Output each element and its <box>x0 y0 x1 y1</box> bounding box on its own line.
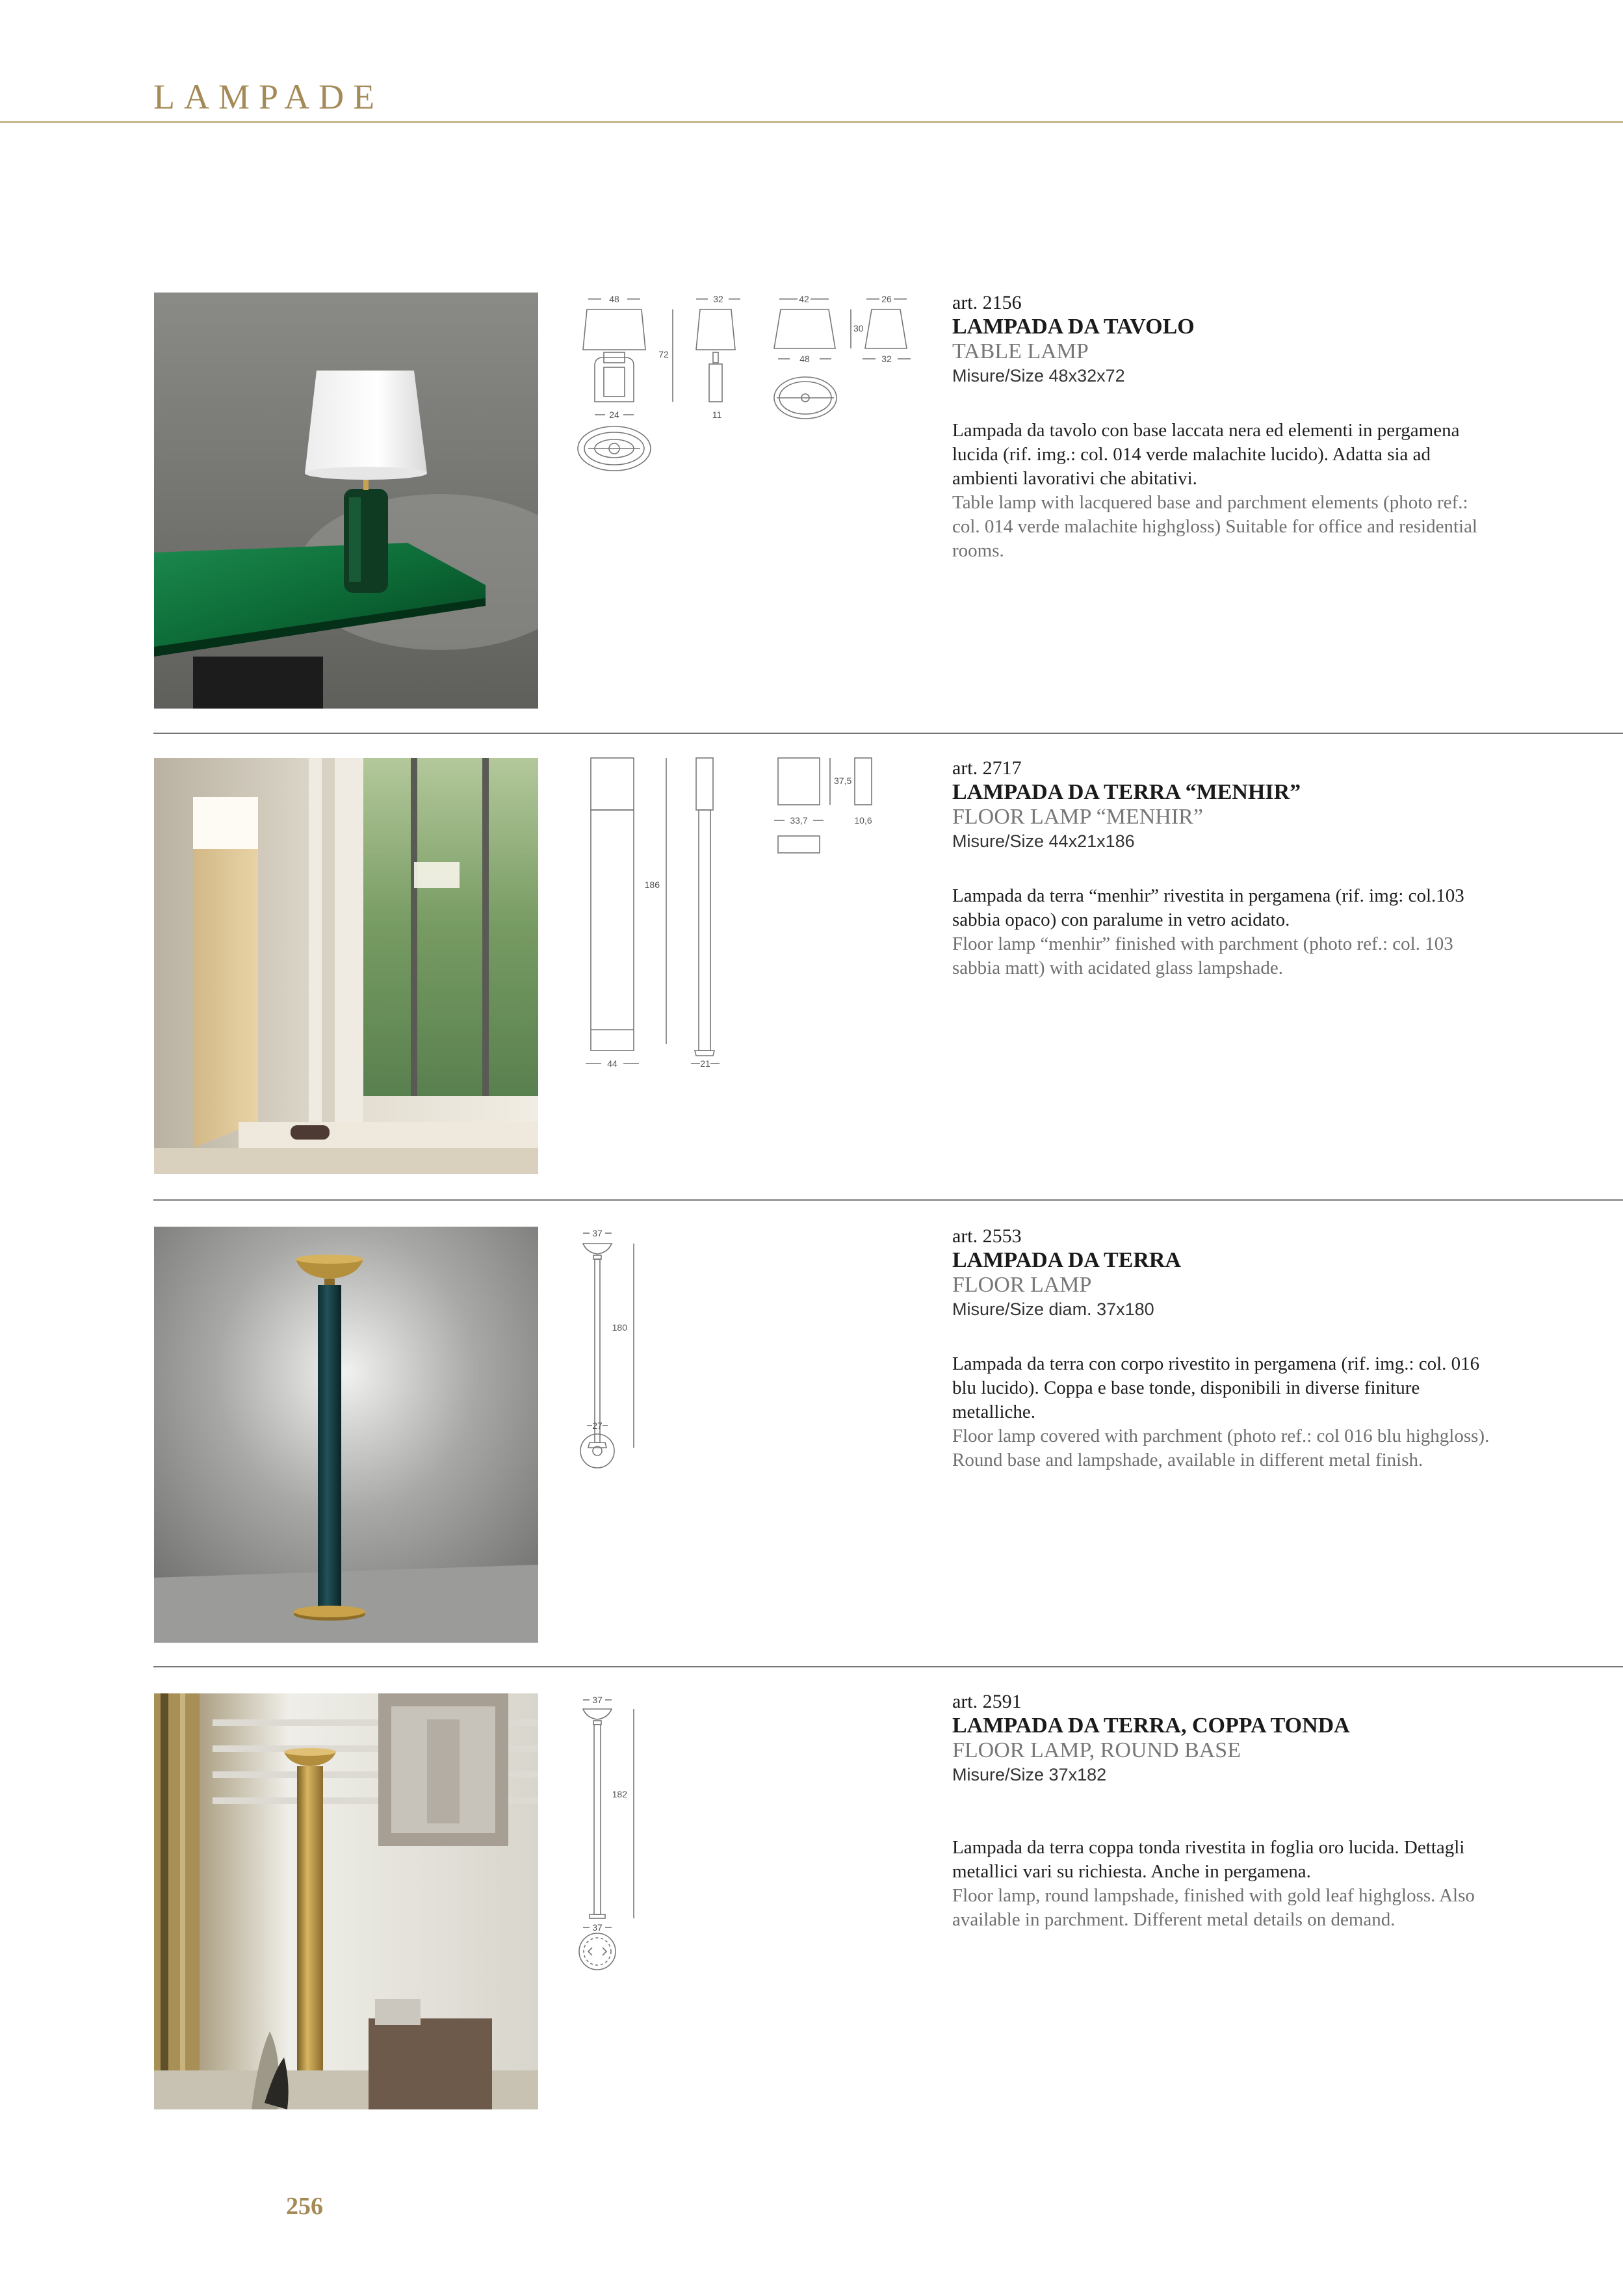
dim-label: 21 <box>700 1058 710 1069</box>
dim-label: 182 <box>612 1789 627 1799</box>
product-name-en: TABLE LAMP <box>952 339 1089 363</box>
dim-label: 186 <box>644 880 660 890</box>
product-name-en: FLOOR LAMP <box>952 1273 1092 1297</box>
product-name-it: LAMPADA DA TAVOLO <box>952 315 1195 339</box>
description-it: Lampada da terra coppa tonda rivestita in foglia oro lucida. Dettagli metallici vari su richiesta. Anche in pergamena. <box>952 1837 1465 1882</box>
product-name-en: FLOOR LAMP “MENHIR” <box>952 805 1203 829</box>
product-photo-menhir-floor-lamp <box>154 758 538 1174</box>
technical-drawing-table-lamp <box>575 293 939 709</box>
product-name-en: FLOOR LAMP, ROUND BASE <box>952 1738 1241 1762</box>
product-photo-floor-lamp <box>154 1227 538 1643</box>
article-number: art. 2717 <box>952 757 1022 779</box>
product-size: Misure/Size diam. 37x180 <box>952 1299 1154 1319</box>
description-en: Table lamp with lacquered base and parchment elements (photo ref.: col. 014 verde malachite highgloss) Suitable for office and residential rooms. <box>952 492 1477 561</box>
product-photo-table-lamp <box>154 293 538 709</box>
description-en: Floor lamp “menhir” finished with parchment (photo ref.: col. 103 sabbia matt) with acidated glass lampshade. <box>952 933 1453 978</box>
section-divider <box>153 733 1623 734</box>
product-info-2591 <box>952 1690 1492 1932</box>
product-info-2553 <box>952 1225 1492 1472</box>
description-it: Lampada da terra con corpo rivestito in pergamena (rif. img.: col. 016 blu lucido). Coppa e base tonde, disponibili in diverse finiture metalliche. <box>952 1353 1480 1422</box>
product-info-2156 <box>952 291 1492 563</box>
header-rule <box>0 121 1623 123</box>
dim-label: 37 <box>592 1228 603 1238</box>
dim-label: 48 <box>609 294 619 304</box>
product-name-it: LAMPADA DA TERRA <box>952 1248 1181 1272</box>
dim-label: 33,7 <box>790 815 808 826</box>
dim-label: 27 <box>592 1420 603 1431</box>
description-en: Floor lamp covered with parchment (photo ref.: col 016 blu highgloss). Round base and lampshade, available in different metal finish. <box>952 1426 1490 1470</box>
dim-label: 180 <box>612 1322 627 1333</box>
article-number: art. 2156 <box>952 292 1022 313</box>
dim-label: 10,6 <box>854 815 872 826</box>
product-size: Misure/Size 48x32x72 <box>952 366 1125 385</box>
dim-label: 37,5 <box>834 776 852 786</box>
section-divider <box>153 1666 1623 1667</box>
description-it: Lampada da tavolo con base laccata nera ed elementi in pergamena lucida (rif. img.: col. 014 verde malachite lucido). Adatta sia ad ambienti lavorativi che abitativi. <box>952 420 1460 489</box>
product-name-it: LAMPADA DA TERRA “MENHIR” <box>952 780 1301 804</box>
dim-label: 42 <box>799 294 809 304</box>
product-photo-floor-lamp-round <box>154 1693 538 2109</box>
product-size: Misure/Size 44x21x186 <box>952 831 1135 851</box>
page-title: LAMPADE <box>153 77 384 116</box>
article-number: art. 2591 <box>952 1691 1022 1712</box>
product-size: Misure/Size 37x182 <box>952 1765 1107 1784</box>
page-number: 256 <box>286 2193 323 2220</box>
dim-label: 44 <box>607 1058 617 1069</box>
dim-label: 30 <box>853 323 864 333</box>
description-en: Floor lamp, round lampshade, finished with gold leaf highgloss. Also available in parchment. Different metal details on demand. <box>952 1885 1475 1930</box>
section-divider <box>153 1199 1623 1201</box>
dim-label: 48 <box>799 354 810 364</box>
dim-label: 32 <box>713 294 723 304</box>
dim-label: 26 <box>881 294 892 304</box>
dim-label: 72 <box>658 349 669 359</box>
dim-label: 37 <box>592 1695 603 1705</box>
dim-label: 11 <box>712 410 722 420</box>
dim-label: 24 <box>609 410 619 420</box>
product-info-2717 <box>952 757 1492 980</box>
technical-drawing-menhir-floor-lamp <box>575 758 939 1174</box>
description-it: Lampada da terra “menhir” rivestita in pergamena (rif. img: col.103 sabbia opaco) con paralume in vetro acidato. <box>952 885 1464 930</box>
product-name-it: LAMPADA DA TERRA, COPPA TONDA <box>952 1714 1350 1738</box>
technical-drawing-floor-lamp <box>575 1227 939 1643</box>
dim-label: 32 <box>881 354 892 364</box>
article-number: art. 2553 <box>952 1225 1022 1247</box>
technical-drawing-floor-lamp-round <box>575 1693 939 2109</box>
dim-label: 37 <box>592 1922 603 1933</box>
